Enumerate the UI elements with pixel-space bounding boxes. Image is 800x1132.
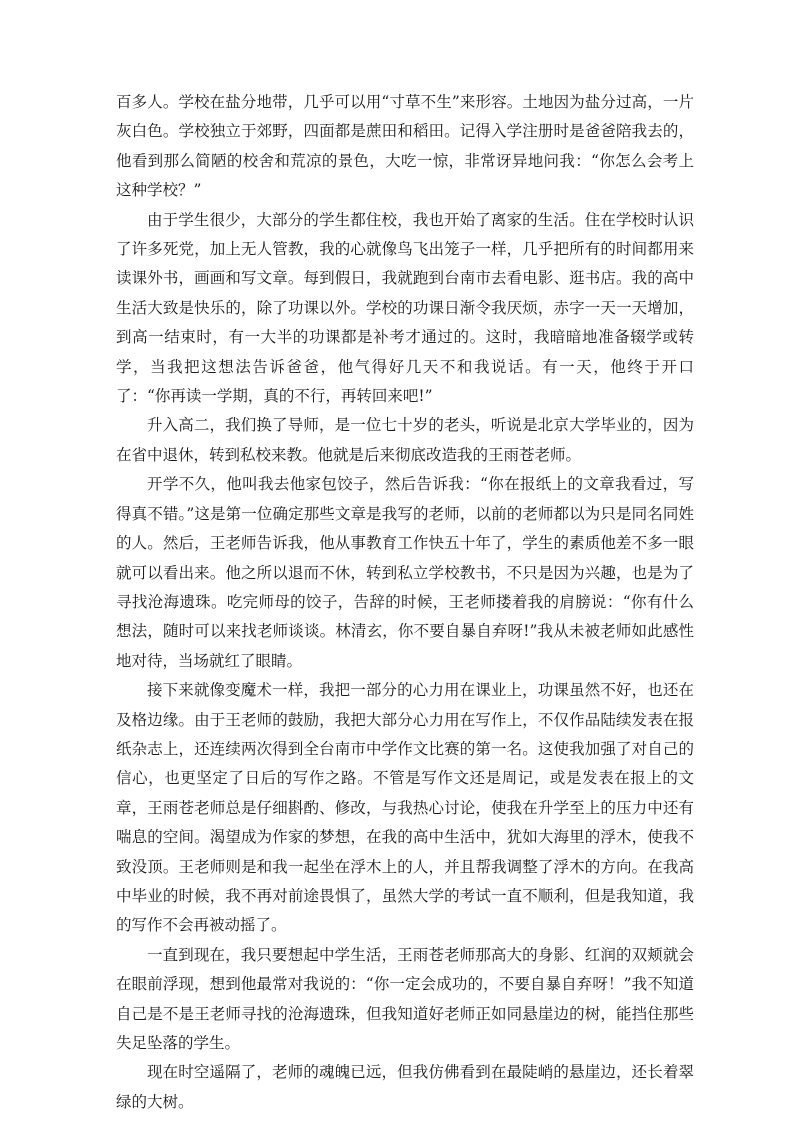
paragraph: 现在时空遥隔了，老师的魂魄已远，但我仿佛看到在最陡峭的悬崖边，还长着翠绿的大树。 [116, 1063, 694, 1111]
paragraph: 一直到现在，我只要想起中学生活，王雨苍老师那高大的身影、红润的双颊就会在眼前浮现，想到他最常对我说的：“你一定会成功的，不要自暴自弃呀！”我不知道自己是不是王老师寻找的沧海遗珠，但我知道好老师正如同悬崖边的树，能挡住那些失足坠落的学生。 [116, 945, 694, 1052]
paragraph: 百多人。学校在盐分地带，几乎可以用“寸草不生”来形容。土地因为盐分过高，一片灰白色。学校独立于郊野，四面都是蔗田和稻田。记得入学注册时是爸爸陪我去的，他看到那么简陋的校舍和荒凉的景色，大吃一惊，非常讶异地问我：“你怎么会考上这种学校？” [116, 93, 694, 200]
paragraph: 开学不久，他叫我去他家包饺子，然后告诉我：“你在报纸上的文章我看过，写得真不错。”这是第一位确定那些文章是我写的老师，以前的老师都以为只是同名同姓的人。然后，王老师告诉我，他从事教育工作快五十年了，学生的素质他差不多一眼就可以看出来。他之所以退而不休，转到私立学校教书，不只是因为兴趣，也是为了寻找沧海遗珠。吃完师母的饺子，告辞的时候，王老师搂着我的肩膀说：“你有什么想法，随时可以来找老师谈谈。林清玄，你不要自暴自弃呀!”我从未被老师如此感性地对待，当场就红了眼睛。 [116, 475, 694, 670]
paragraph: 升入高二，我们换了导师，是一位七十岁的老头，听说是北京大学毕业的，因为在省中退休，转到私校来教。他就是后来彻底改造我的王雨苍老师。 [116, 416, 694, 464]
paragraph: 接下来就像变魔术一样，我把一部分的心力用在课业上，功课虽然不好，也还在及格边缘。由于王老师的鼓励，我把大部分心力用在写作上，不仅作品陆续发表在报纸杂志上，还连续两次得到全台南市中学作文比赛的第一名。这使我加强了对自己的信心，也更坚定了日后的写作之路。不管是写作文还是周记，或是发表在报上的文章，王雨苍老师总是仔细斟酌、修改，与我热心讨论，使我在升学至上的压力中还有喘息的空间。渴望成为作家的梦想，在我的高中生活中，犹如大海里的浮木，使我不致没顶。王老师则是和我一起坐在浮木上的人，并且帮我调整了浮木的方向。在我高中毕业的时候，我不再对前途畏惧了，虽然大学的考试一直不顺利，但是我知道，我的写作不会再被动摇了。 [116, 681, 694, 935]
article-body [116, 88, 694, 1117]
paragraph: 由于学生很少，大部分的学生都住校，我也开始了离家的生活。住在学校时认识了许多死党，加上无人管教，我的心就像鸟飞出笼子一样，几乎把所有的时间都用来读课外书，画画和写文章。每到假日，我就跑到台南市去看电影、逛书店。我的高中生活大致是快乐的，除了功课以外。学校的功课日渐令我厌烦，赤字一天一天增加，到高一结束时，有一大半的功课都是补考才通过的。这时，我暗暗地准备辍学或转学，当我把这想法告诉爸爸，他气得好几天不和我说话。有一天，他终于开口了：“你再读一学期，真的不行，再转回来吧!” [116, 210, 694, 406]
